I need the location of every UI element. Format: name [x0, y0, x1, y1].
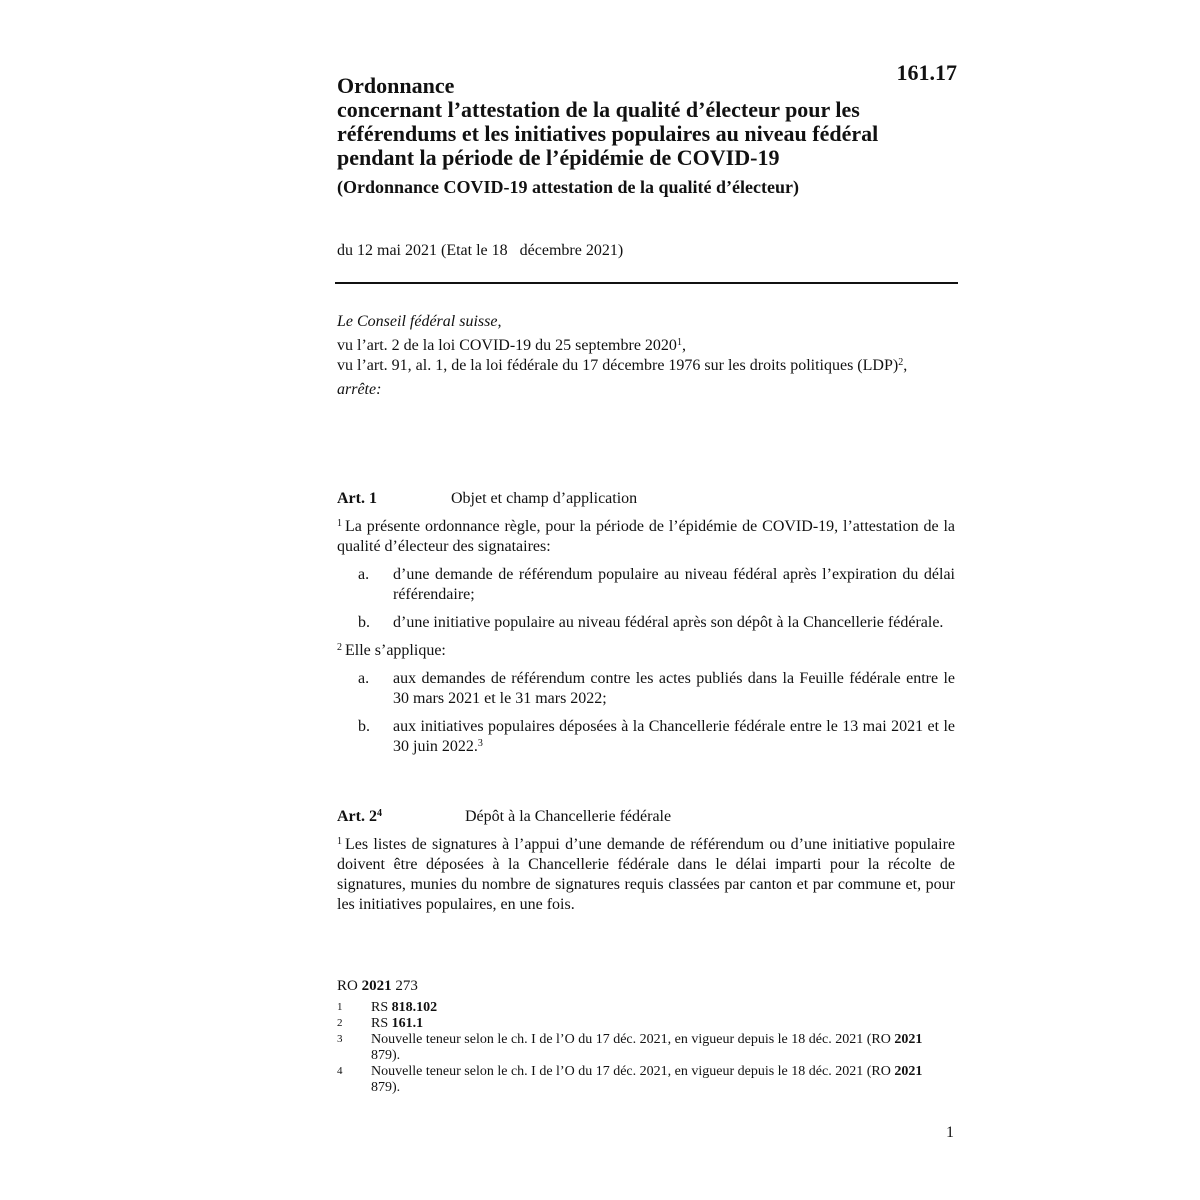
footnote-ref-1[interactable]: 1 [676, 337, 682, 348]
ro-year: 2021 [361, 978, 392, 994]
article-2-heading [337, 807, 955, 827]
title-line-3: référendums et les initiatives populaires au niveau fédéral [337, 121, 879, 146]
footnote-number: 3 [337, 1033, 343, 1045]
footnote-bold: 2021 [894, 1032, 923, 1047]
title-line-4: pendant la période de l’épidémie de COVID-19 [337, 145, 780, 170]
list-item [337, 669, 955, 709]
article-2-label [337, 807, 465, 827]
list-item-letter: b. [358, 614, 370, 631]
paragraph-text: Les listes de signatures à l’appui d’une demande de référendum ou d’une initiative populaire doivent être déposées à la Chancellerie fédérale dans le délai imparti pour la récolte de signatures, munies du nombre de signatures requis classées par canton et par commune et, pour les initiatives populaires, en une fois. [337, 836, 955, 913]
footnote-rest: 879). [371, 1080, 401, 1095]
list-item [337, 613, 955, 633]
footnote-prefix: Nouvelle teneur selon le ch. I de l’O du 17 déc. 2021, en vigueur depuis le 18 déc. 2021 (RO [371, 1064, 891, 1079]
title-line-1: Ordonnance [337, 73, 455, 98]
preamble-basis-2 [337, 356, 957, 376]
list-item-text: aux demandes de référendum contre les actes publiés dans la Feuille fédérale entre le 30 mars 2021 et le 31 mars 2022; [393, 670, 955, 707]
footnote-ref-4[interactable]: 4 [376, 808, 382, 819]
footnote-text [371, 1064, 942, 1096]
basis-2-end: , [903, 357, 908, 374]
footnote-rest: 879). [371, 1048, 401, 1063]
list-item-text: d’une initiative populaire au niveau fédéral après son dépôt à la Chancellerie fédérale. [393, 614, 944, 631]
basis-2-text: vu l’art. 91, al. 1, de la loi fédérale du 17 décembre 1976 sur les droits politiques (LDP) [337, 357, 899, 374]
title-line-2: concernant l’attestation de la qualité d’électeur pour les [337, 97, 860, 122]
list-item-letter: a. [358, 670, 370, 687]
article-1-title: Objet et champ d’application [451, 490, 638, 507]
date-line: du 12 mai 2021 (Etat le 18 décembre 2021) [337, 242, 624, 259]
article-1-heading [337, 489, 955, 509]
footnote-2 [337, 1016, 942, 1032]
footnote-text [371, 1032, 942, 1064]
article-2-label-text: Art. 2 [337, 808, 377, 825]
article-2-title: Dépôt à la Chancellerie fédérale [465, 808, 672, 825]
footnote-ref-3[interactable]: 3 [477, 738, 483, 749]
list-item-text [393, 717, 955, 757]
article-2-paragraph-1 [337, 835, 955, 915]
list-item [337, 565, 955, 605]
list-item [337, 717, 955, 757]
paragraph-number: 1 [337, 836, 342, 847]
ro-prefix: RO [337, 978, 358, 994]
footnotes [337, 978, 942, 1096]
footnote-4 [337, 1064, 942, 1096]
paragraph-text: Elle s’applique: [345, 642, 446, 659]
sr-number: 161.17 [896, 60, 957, 85]
article-1-paragraph-2-list [337, 669, 955, 757]
preamble [337, 312, 957, 400]
footnote-bold: 161.1 [391, 1016, 424, 1031]
paragraph-number: 2 [337, 642, 342, 653]
footnote-bold: 2021 [894, 1064, 923, 1079]
list-item-letter: a. [358, 566, 370, 583]
list-item-text: d’une demande de référendum populaire au niveau fédéral après l’expiration du délai référendaire; [393, 566, 955, 603]
basis-1-end: , [681, 337, 686, 354]
page-number: 1 [946, 1124, 954, 1141]
preamble-decree: arrête: [337, 381, 382, 398]
preamble-basis-1 [337, 336, 957, 356]
article-1-paragraph-1-list [337, 565, 955, 633]
article-1 [337, 489, 955, 765]
article-1-paragraph-2 [337, 641, 955, 661]
footnote-number: 2 [337, 1017, 343, 1029]
footnote-1 [337, 1000, 942, 1016]
preamble-authority: Le Conseil fédéral suisse, [337, 313, 502, 330]
footnote-prefix: RS [371, 1000, 389, 1015]
list-item-text-content: aux initiatives populaires déposées à la Chancellerie fédérale entre le 13 mai 2021 et le 30 juin 2022. [393, 718, 955, 755]
footnote-prefix: RS [371, 1016, 389, 1031]
footnote-ref-2[interactable]: 2 [898, 357, 904, 368]
horizontal-rule [335, 282, 958, 284]
footnote-prefix: Nouvelle teneur selon le ch. I de l’O du 17 déc. 2021, en vigueur depuis le 18 déc. 2021 (RO [371, 1032, 891, 1047]
paragraph-text: La présente ordonnance règle, pour la période de l’épidémie de COVID-19, l’attestation de la qualité d’électeur des signataires: [337, 518, 955, 555]
footnote-bold: 818.102 [391, 1000, 438, 1015]
footnote-number: 4 [337, 1065, 343, 1077]
title-block [337, 74, 937, 198]
article-2 [337, 807, 955, 915]
list-item-letter: b. [358, 718, 370, 735]
basis-1-text: vu l’art. 2 de la loi COVID-19 du 25 septembre 2020 [337, 337, 677, 354]
ro-reference [337, 978, 942, 994]
paragraph-number: 1 [337, 518, 342, 529]
footnote-3 [337, 1032, 942, 1064]
footnote-number: 1 [337, 1001, 343, 1013]
short-title: (Ordonnance COVID-19 attestation de la qualité d’électeur) [337, 177, 799, 197]
ro-page: 273 [395, 978, 418, 994]
article-1-label: Art. 1 [337, 490, 377, 507]
article-1-paragraph-1 [337, 517, 955, 557]
footnote-text [371, 1000, 942, 1016]
footnote-text [371, 1016, 942, 1032]
